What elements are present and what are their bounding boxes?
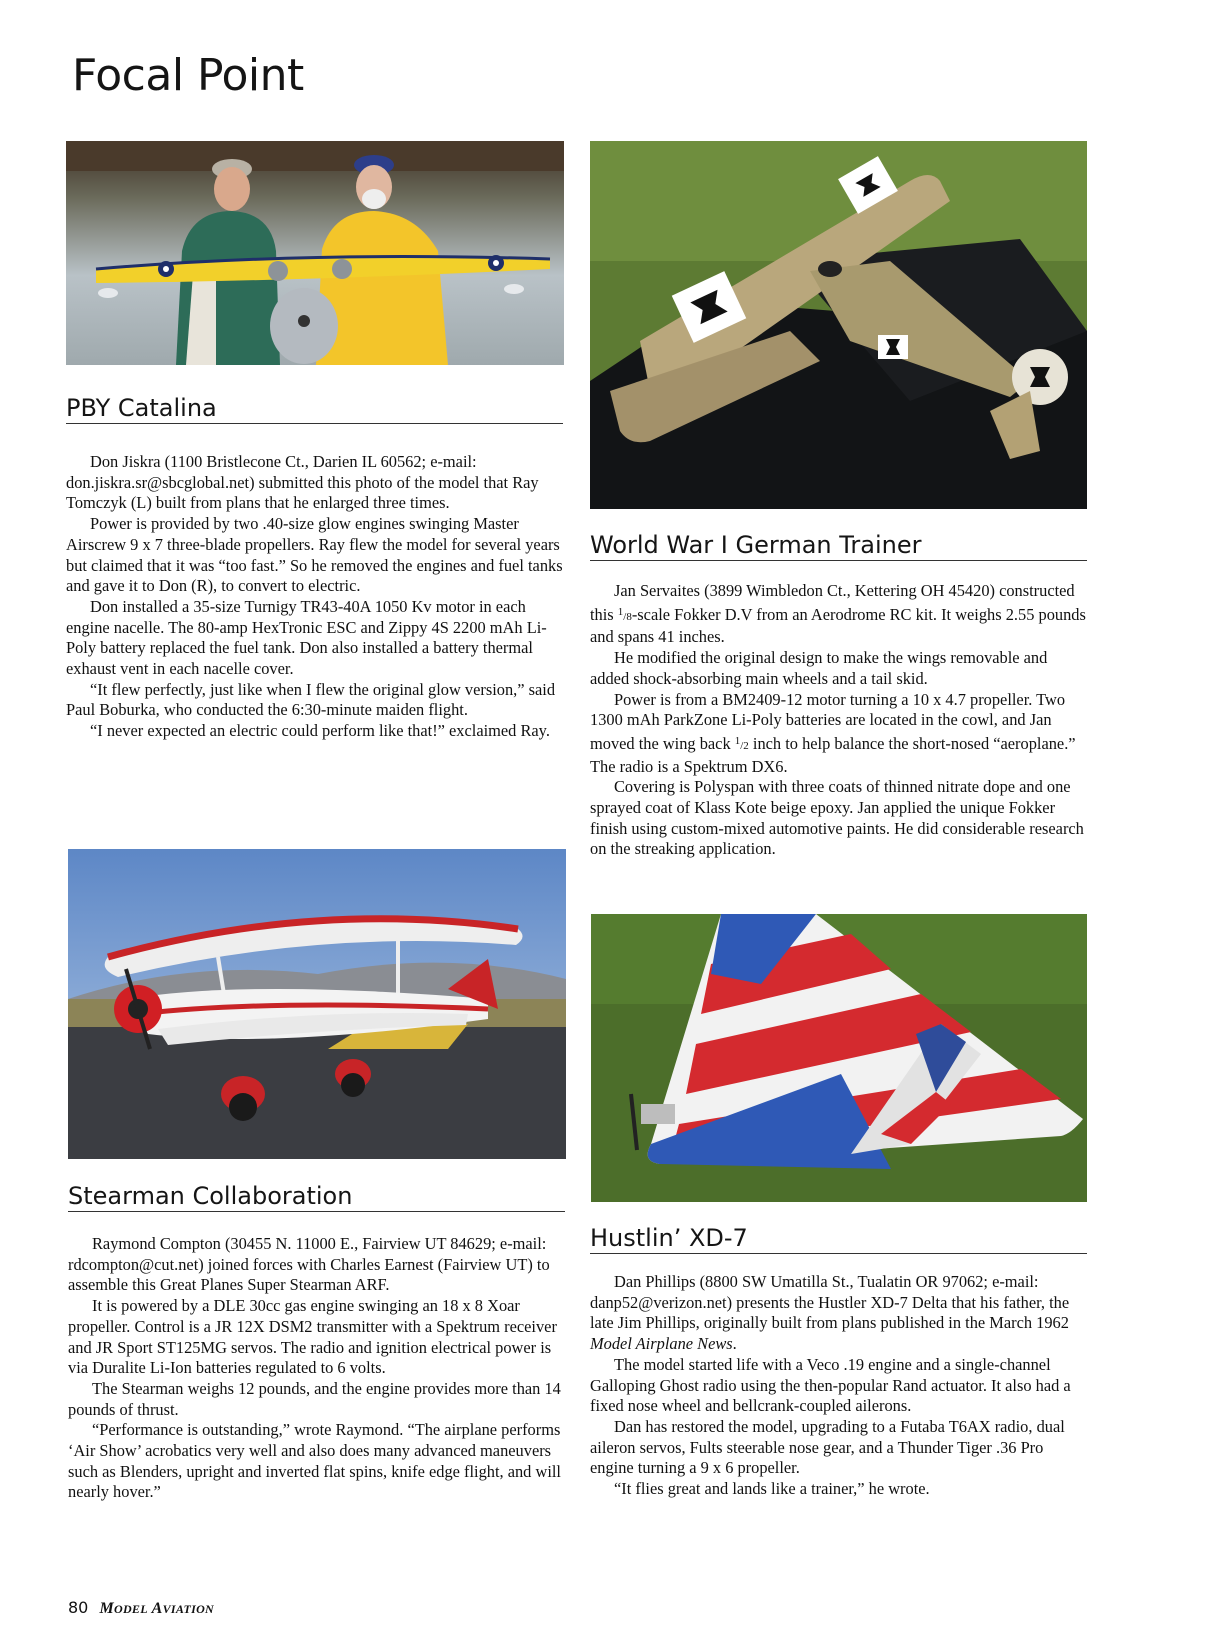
- article-paragraph: Covering is Polyspan with three coats of thinned nitrate dope and one sprayed coat of Klass Kote beige epoxy. Jan applied the unique Fokker finish using custom-mixed automotive paints. He did considerable research on the streaking application.: [590, 777, 1084, 859]
- article-paragraph: Power is from a BM2409-12 motor turning a 10 x 4.7 propeller. Two 1300 mAh ParkZone Li-Poly batteries are located in the cowl, and Jan moved the wing back $^1$/2 inch to help balance the short-nosed “aeroplane.” The radio is a Spektrum DX6.: [590, 689, 1076, 776]
- magazine-name: MODEL AVIATION: [99, 1600, 215, 1617]
- article-paragraph: Power is provided by two .40-size glow engines swinging Master Airscrew 9 x 7 three-blade propellers. Ray flew the model for several years but claimed that it was “too fast.” So he removed the engines and fuel tanks and gave it to Don (R), to convert to electric.: [66, 514, 563, 596]
- article-paragraph: Raymond Compton (30455 N. 11000 E., Fairview UT 84629; e-mail: rdcompton@cut.net) joined forces with Charles Earnest (Fairview UT) to assemble this Great Planes Super Stearman ARF.: [68, 1234, 550, 1295]
- article-paragraph: “Performance is outstanding,” wrote Raymond. “The airplane performs ‘Air Show’ acrobatics very well and also does many advanced maneuvers such as Blenders, upright and inverted flat spins, knife edge flight, and will nearly hover.”: [68, 1420, 561, 1502]
- article-paragraph: “I never expected an electric could perform like that!” exclaimed Ray.: [90, 721, 550, 741]
- hustler-heading: Hustlin’ XD-7: [590, 1223, 1087, 1254]
- hustler-photo: [591, 914, 1087, 1202]
- article-paragraph: The Stearman weighs 12 pounds, and the engine provides more than 14 pounds of thrust.: [68, 1378, 561, 1419]
- article-paragraph: He modified the original design to make the wings removable and added shock-absorbing main wheels and a tail skid.: [590, 648, 1048, 688]
- stearman-heading: Stearman Collaboration: [68, 1181, 565, 1212]
- fokker-trainer-photo: [590, 141, 1087, 509]
- article-paragraph: Don installed a 35-size Turnigy TR43-40A 1050 Kv motor in each engine nacelle. The 80-amp HexTronic ESC and Zippy 4S 2200 mAh Li-Poly battery replaced the fuel tank. Don also installed a battery thermal exhaust vent in each nacelle cover.: [66, 596, 547, 679]
- pby-catalina-heading: PBY Catalina: [66, 393, 563, 424]
- hustler-article: [590, 1272, 1087, 1500]
- page-number: 80: [68, 1598, 89, 1617]
- article-paragraph: Dan has restored the model, upgrading to a Futaba T6AX radio, dual aileron servos, Fults steerable nose gear, and a Thunder Tiger .36 Pro engine turning a 9 x 6 propeller.: [590, 1416, 1065, 1478]
- fokker-trainer-article: [590, 581, 1087, 860]
- article-paragraph: Dan Phillips (8800 SW Umatilla St., Tualatin OR 97062; e-mail: danp52@verizon.net) presents the Hustler XD-7 Delta that his father, the late Jim Phillips, originally built from plans published in the March 1962 Model Airplane News.: [590, 1272, 1070, 1354]
- stearman-article: [68, 1234, 565, 1503]
- article-paragraph: The model started life with a Veco .19 engine and a single-channel Galloping Ghost radio using the then-popular Rand actuator. It also had a fixed nose wheel and bellcrank-coupled ailerons.: [590, 1354, 1071, 1416]
- stearman-photo: [68, 849, 566, 1159]
- article-paragraph: It is powered by a DLE 30cc gas engine swinging an 18 x 8 Xoar propeller. Control is a JR 12X DSM2 transmitter with a Spektrum receiver and JR Sport ST125MG servos. The radio and ignition electrical power is via Duralite Li-Ion batteries regulated to 6 volts.: [68, 1296, 557, 1378]
- fokker-trainer-heading: World War I German Trainer: [590, 530, 1087, 561]
- page-footer: [68, 1598, 214, 1618]
- article-paragraph: “It flew perfectly, just like when I flew the original glow version,” said Paul Boburka, who conducted the 6:30-minute maiden flight.: [66, 679, 556, 720]
- page-title: Focal Point: [72, 50, 304, 101]
- pby-catalina-photo: [66, 141, 564, 365]
- article-paragraph: Jan Servaites (3899 Wimbledon Ct., Kettering OH 45420) constructed this $^1$/8-scale Fokker D.V from an Aerodrome RC kit. It weighs 2.55 pounds and spans 41 inches.: [590, 581, 1086, 647]
- article-paragraph: Don Jiskra (1100 Bristlecone Ct., Darien IL 60562; e-mail: don.jiskra.sr@sbcglobal.net) submitted this photo of the model that Ray Tomczyk (L) built from plans that he enlarged three times.: [66, 452, 539, 513]
- pby-catalina-article: [66, 452, 563, 742]
- article-paragraph: “It flies great and lands like a trainer,” he wrote.: [614, 1479, 930, 1499]
